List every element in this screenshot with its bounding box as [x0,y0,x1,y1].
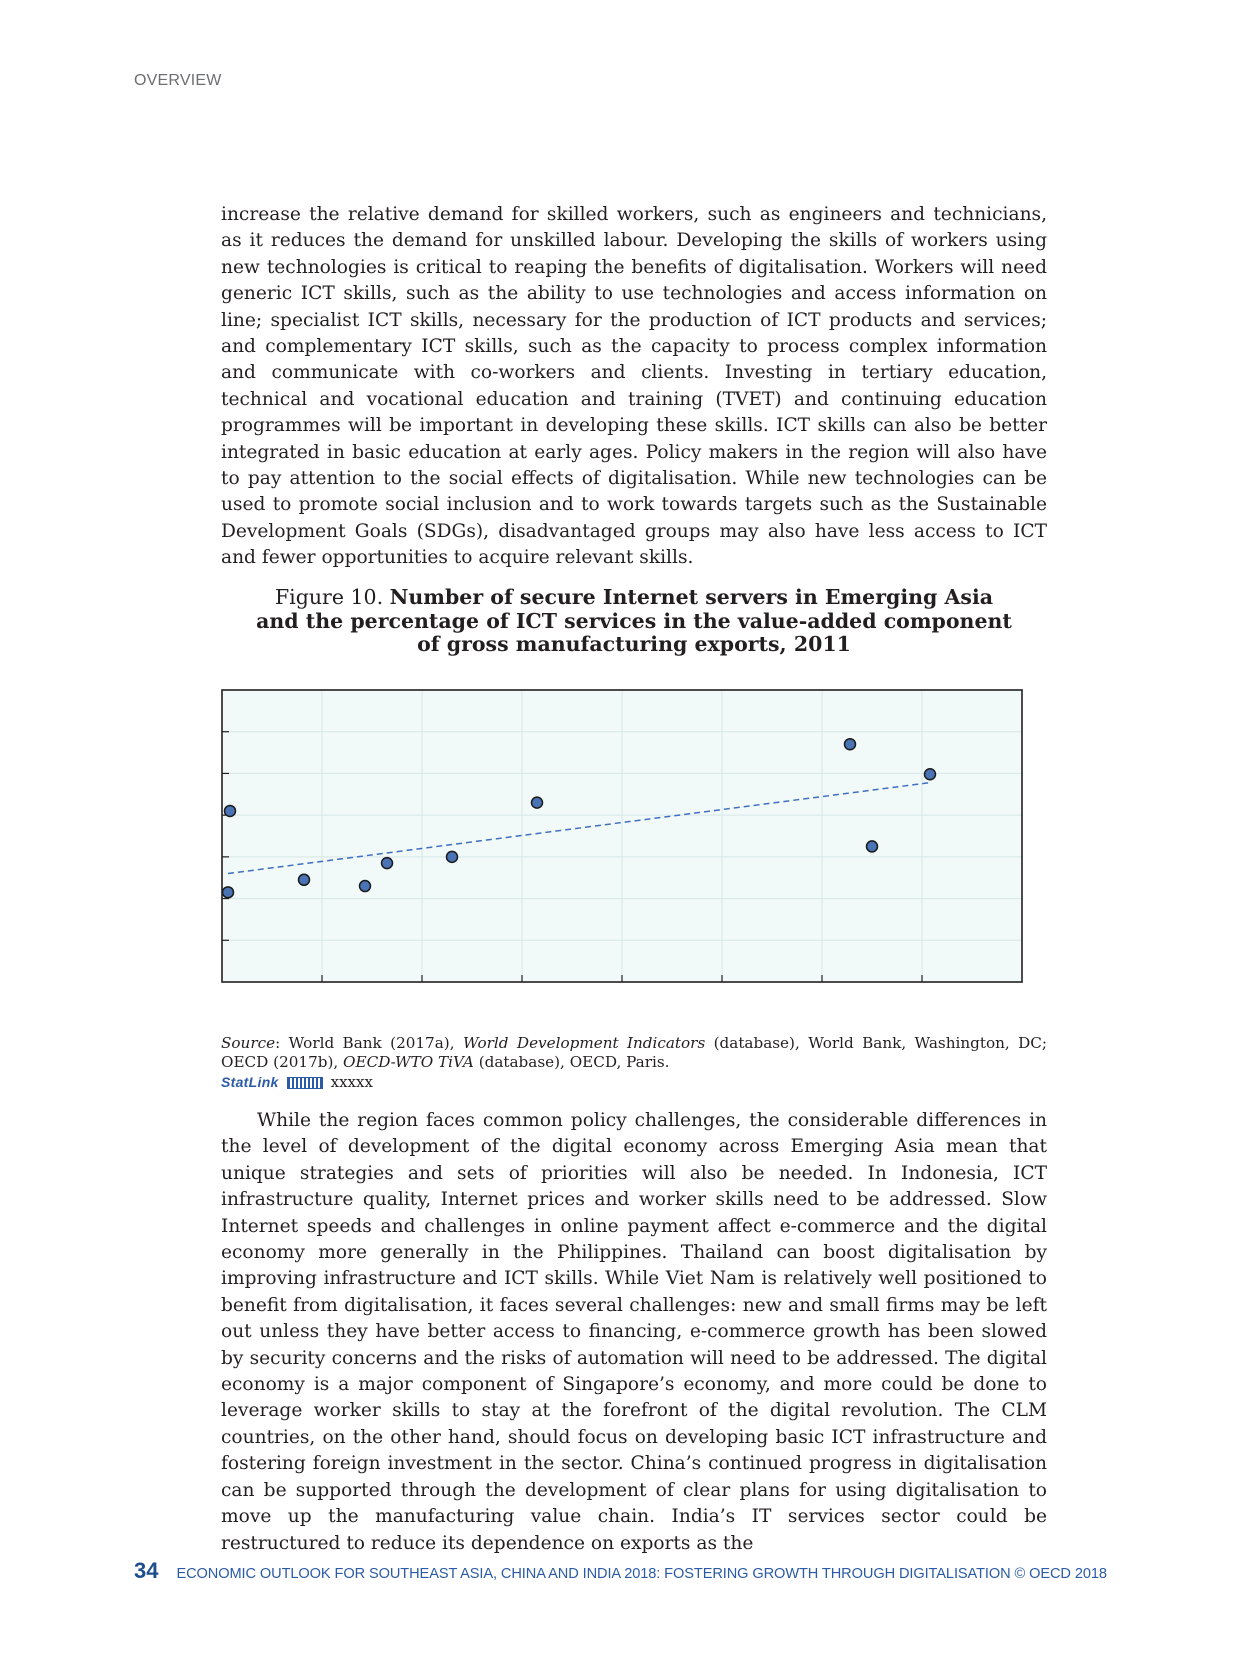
data-point [867,841,878,852]
figure-title-line-2: and the percentage of ICT services in the value-added component [256,608,1012,633]
statlink[interactable] [221,1073,373,1092]
source-database-2: OECD-WTO TiVA [343,1053,474,1071]
section-header: OVERVIEW [134,72,222,89]
source-text-3: (database), OECD, Paris. [473,1053,670,1071]
data-point [360,881,371,892]
data-point [223,887,234,898]
figure-title-line-1: Number of secure Internet servers in Emerging Asia [389,585,994,609]
data-point [299,874,310,885]
body-paragraph-2: While the region faces common policy challenges, the considerable differences in the level of development of the digital economy across Emerging Asia mean that unique strategies and sets of priorities will also be needed. In Indonesia, ICT infrastructure quality, Internet prices and worker skills need to be addressed. Slow Internet speeds and challenges in online payment affect e-commerce and the digital economy more generally in the Philippines. Thailand can boost digitalisation by improving infrastructure and ICT skills. While Viet Nam is relatively well positioned to benefit from digitalisation, it faces several challenges: new and small firms may be left out unless they have better access to financing, e-commerce growth has been slowed by security concerns and the risks of automation will need to be addressed. The digital economy is a major component of Singapore’s economy, and more could be done to leverage worker skills to stay at the forefront of the digital revolution. The CLM countries, on the other hand, should focus on developing basic ICT infrastructure and fostering foreign investment in the sector. China’s continued progress in digitalisation can be supported through the development of clear plans for using digitalisation to move up the manufacturing value chain. India’s IT services sector could be restructured to reduce its dependence on exports as the [221,1110,1047,1554]
figure-source [221,1034,1047,1072]
source-text-2: (database), World Bank, Washington, DC; OECD (2017b), [221,1034,1048,1071]
figure-number: Figure 10. [274,585,384,609]
source-database-1: World Development Indicators [462,1034,706,1052]
statlink-barcode-icon [287,1077,323,1089]
data-point [532,797,543,808]
body-paragraph-1: increase the relative demand for skilled workers, such as engineers and technicians, as it reduces the demand for unskilled labour. Developing the skills of workers using new technologies is critical to reaping the benefits of digitalisation. Workers will need generic ICT skills, such as the ability to use technologies and access information on line; specialist ICT skills, necessary for the production of ICT products and services; and complementary ICT skills, such as the capacity to process complex information and communicate with co-workers and clients. Investing in tertiary education, technical and vocational education and training (TVET) and continuing education programmes will be important in developing these skills. ICT skills can also be better integrated in basic education at early ages. Policy makers in the region will also have to pay attention to the social effects of digitalisation. While new technologies can be used to promote social inclusion and to work towards targets such as the Sustainable Development Goals (SDGs), disadvantaged groups may also have less access to ICT and fewer opportunities to acquire relevant skills. [221,204,1047,569]
data-point [382,858,393,869]
figure-title [221,586,1047,657]
source-label: Source [221,1034,276,1052]
page-number: 34 [134,1558,159,1583]
source-text-1: : World Bank (2017a), [275,1034,463,1052]
scatter-chart-svg [218,686,1028,986]
publication-title: ECONOMIC OUTLOOK FOR SOUTHEAST ASIA, CHINA AND INDIA 2018: FOSTERING GROWTH THROUGH DIGITALISATION © OECD 2018 [176,1566,1107,1582]
scatter-chart [218,686,1028,986]
data-point [225,805,236,816]
page-footer [134,1558,1107,1584]
statlink-url[interactable]: xxxxx [330,1073,373,1091]
data-point [447,851,458,862]
statlink-logo: StatLink [221,1074,279,1090]
data-point [925,769,936,780]
data-point [845,739,856,750]
figure-title-line-3: of gross manufacturing exports, 2011 [417,632,851,656]
